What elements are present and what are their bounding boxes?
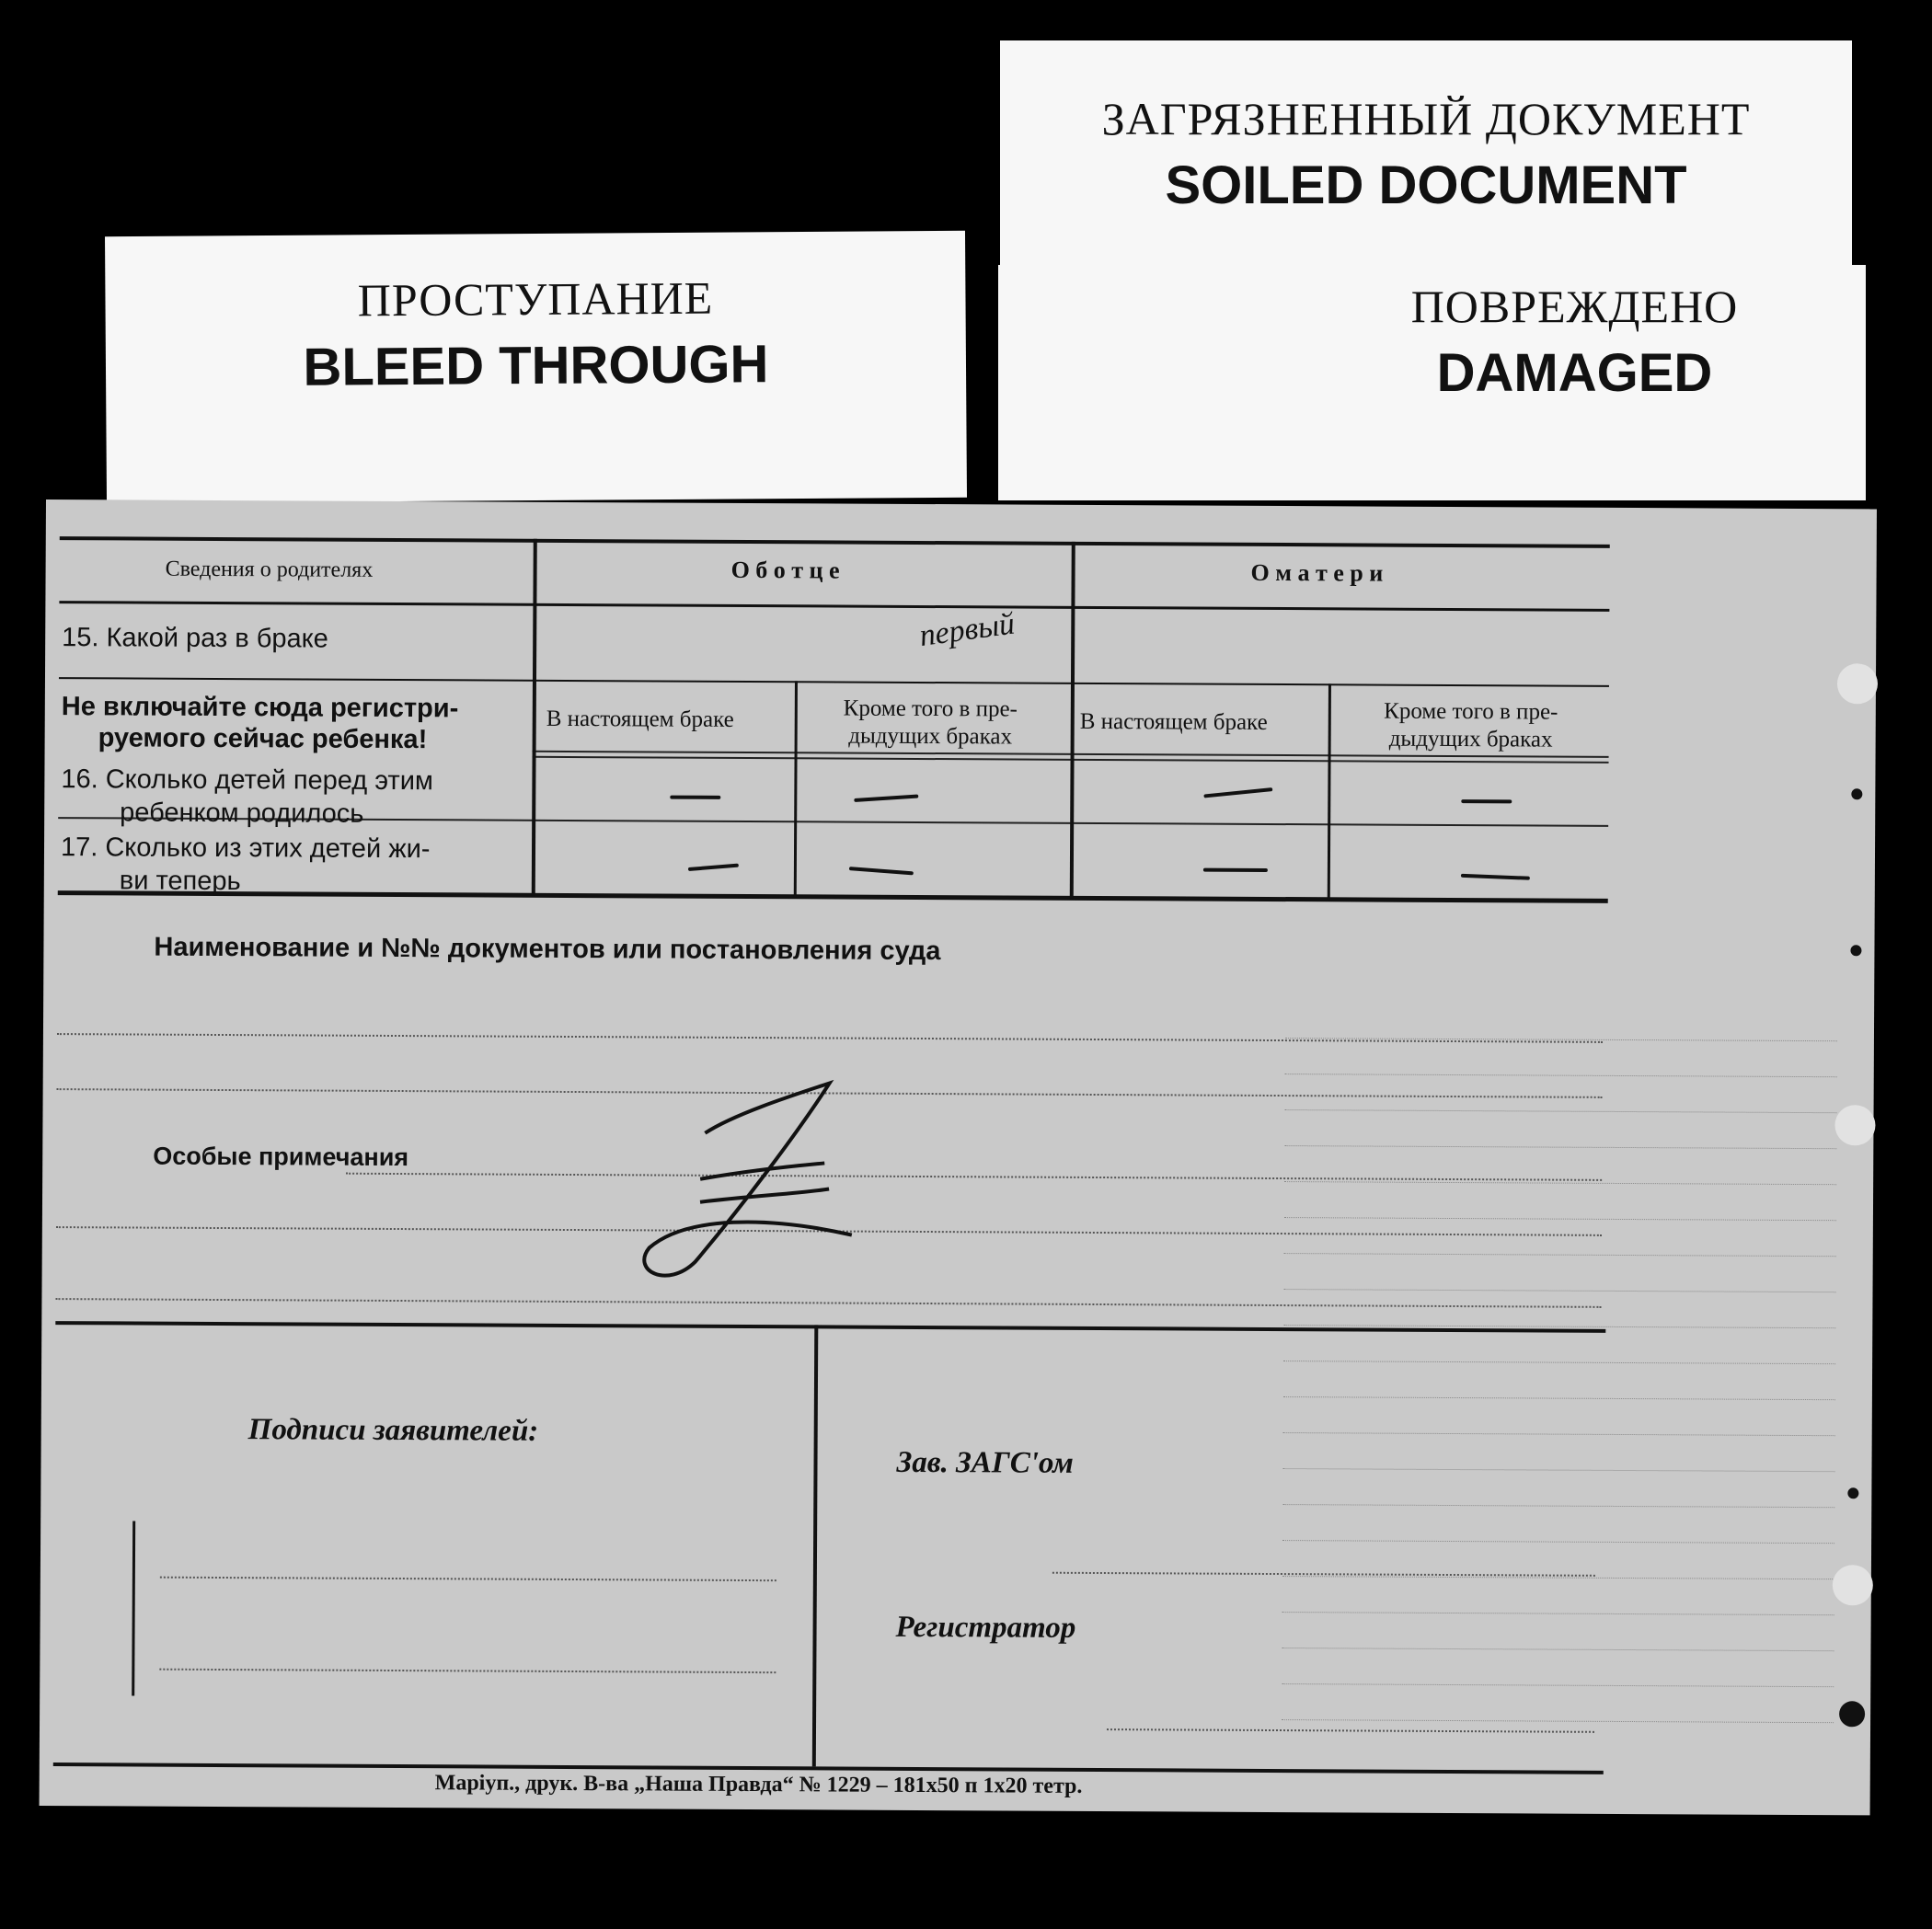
binding-holes: [1815, 647, 1894, 1751]
damaged-flag: [998, 265, 1866, 500]
dash-r17-mother-prev: [1461, 874, 1530, 880]
dash-r16-father-current: [670, 796, 720, 799]
applicants-bracket: [132, 1521, 135, 1696]
note-exclude-child: [62, 691, 459, 755]
table-header-rule: [59, 601, 1609, 612]
flag-damaged-ru: ПОВРЕЖДЕНО: [1410, 281, 1739, 332]
col-mother-header: О м а т е р и: [1250, 558, 1384, 587]
dash-r16-mother-prev: [1461, 799, 1512, 803]
zags-head-label: Зав. ЗАГС'ом: [896, 1445, 1074, 1480]
father-current-marriage-header: В настоящем браке: [546, 706, 734, 732]
dash-r17-mother-current: [1203, 868, 1268, 872]
dash-r16-mother-current: [1203, 787, 1272, 798]
father-previous-marriages-header: [809, 695, 1052, 751]
dash-r17-father-current: [688, 864, 739, 871]
bleed-through-flag: [105, 231, 967, 504]
applicant-line-2: [159, 1669, 776, 1674]
father-prev-line-2: дыдущих браках: [848, 723, 1013, 750]
row17-line-1: 17. Сколько из этих детей жи-: [60, 832, 431, 865]
registrar-signature-line: [1107, 1728, 1594, 1733]
row17-label: [61, 831, 431, 899]
col-divider-father: [794, 681, 798, 897]
signatures-divider: [812, 1325, 819, 1766]
bleed-through-ruling: [1282, 1003, 1837, 1723]
remarks-label: Особые примечания: [153, 1142, 409, 1172]
note-line-1: Не включайте сюда регистри-: [61, 692, 459, 724]
applicants-signatures-label: Подписи заявителей:: [247, 1413, 539, 1448]
flag-bleed-en: BLEED THROUGH: [303, 334, 769, 397]
remarks-strike-mark: [631, 1077, 880, 1290]
printer-imprint: Маріуп., друк. В-ва „Наша Правда“ № 1229 – 181х50 п 1х20 тетр.: [434, 1771, 1083, 1798]
father-prev-line-1: Кроме того в пре-: [843, 695, 1018, 722]
flag-damaged-en: DAMAGED: [1436, 343, 1713, 403]
row15-rule: [59, 677, 1609, 687]
row15-handwritten-answer: первый: [917, 606, 1018, 654]
col-divider-1: [532, 539, 537, 896]
flag-soiled-en: SOILED DOCUMENT: [1165, 155, 1687, 215]
mother-prev-line-2: дыдущих браках: [1388, 726, 1553, 752]
dash-r16-father-prev: [854, 795, 918, 803]
mother-prev-line-1: Кроме того в пре-: [1384, 698, 1558, 725]
col-divider-mother: [1328, 683, 1331, 900]
row16-line-2: ребенком родилось: [120, 798, 364, 829]
dash-r17-father-prev: [849, 867, 914, 875]
col-divider-2: [1070, 542, 1075, 899]
note-line-2: руемого сейчас ребенка!: [98, 723, 428, 755]
flag-soiled-ru: ЗАГРЯЗНЕННЫЙ ДОКУМЕНТ: [1101, 93, 1751, 144]
row16-label: [61, 763, 433, 831]
applicant-line-1: [160, 1577, 776, 1582]
row15-label: 15. Какой раз в браке: [62, 623, 328, 654]
flag-bleed-ru: ПРОСТУПАНИЕ: [357, 271, 714, 327]
mother-previous-marriages-header: [1342, 697, 1600, 753]
registration-form-sheet: [40, 499, 1877, 1815]
row16-line-1: 16. Сколько детей перед этим: [61, 764, 433, 797]
col-father-header: О б о т ц е: [730, 556, 840, 584]
table-top-rule: [60, 536, 1610, 548]
col-parents-header: Сведения о родителях: [165, 557, 374, 582]
documents-label: Наименование и №№ документов или постановления суда: [154, 932, 941, 967]
row17-line-2: ви теперь: [119, 866, 241, 897]
registrar-label: Регистратор: [895, 1610, 1076, 1645]
mother-current-marriage-header: В настоящем браке: [1079, 708, 1268, 735]
soiled-document-flag: [1000, 40, 1852, 280]
